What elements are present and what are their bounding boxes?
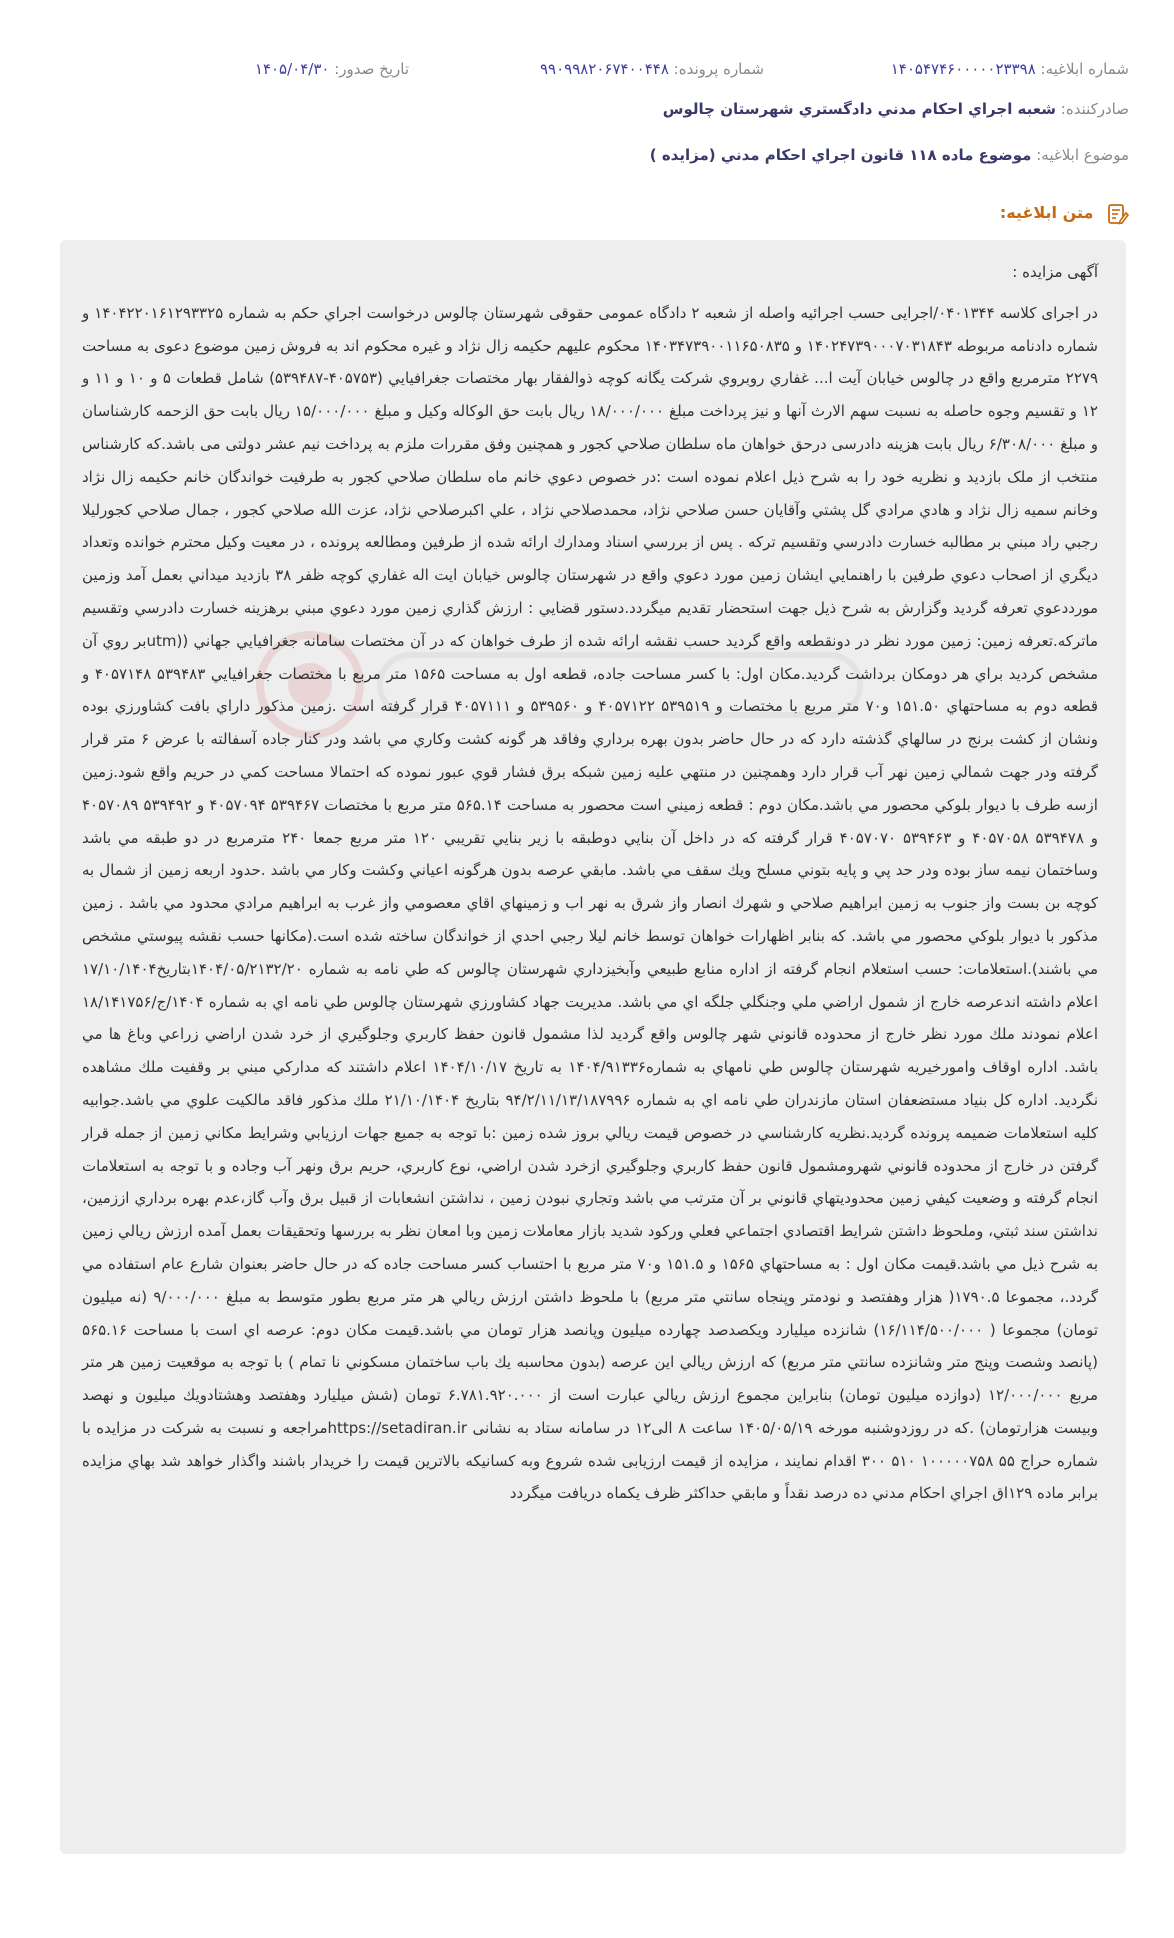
issue-date-value: ۱۴۰۵/۰۴/۳۰ [254, 60, 330, 78]
notice-number [891, 54, 1129, 84]
notice-heading: آگهی مزایده : [1012, 263, 1098, 281]
section-title [1000, 200, 1129, 226]
document-pen-icon [1107, 202, 1129, 226]
notice-number-value: ۱۴۰۵۴۷۴۶۰۰۰۰۰۲۳۳۹۸ [890, 60, 1036, 78]
notice-paragraph: در اجرای کلاسه ۰۴۰۱۳۴۴/اجرایی حسب اجرائیه واصله از شعبه ۲ دادگاه عمومی حقوقی شهرستان چالوس درخواست اجراي حکم به شماره ۱۴۰۴۲۲۰۱۶۱۲۹۳۳۲۵ و شماره دادنامه مربوطه ۱۴۰۲۴۷۳۹۰۰۰۷۰۳۱۸۴۳ و ۱۴۰۳۴۷۳۹۰۰۱۱۶۵۰۸۳۵ محکوم علیهم حکیمه زال نژاد و غیره محکوم اند به فروش زمین موضوع دعوی به مساحت ۲۲۷۹ مترمربع واقع در چالوس خیابان آیت ا... غفاري روبروي شرکت يگانه کوچه ذوالفقار بهار مختصات جغرافيايي (۴۰۵۷۵۳-۵۳۹۴۸۷) شامل قطعات ۵ و ۱۰ و ۱۱ و ۱۲ و تقسیم وجوه حاصله به نسبت سهم الارث آنها و نیز پرداخت مبلغ ۱۸/۰۰۰/۰۰۰ ریال بابت حق الوکاله وکیل و مبلغ ۱۵/۰۰۰/۰۰۰ ریال بابت حق الزحمه کارشناسان و مبلغ ۶/۳۰۸/۰۰۰ ریال بابت هزینه دادرسی درحق خواهان ماه سلطان صلاحي کجور و همچنین وفق مقررات ملزم به پرداخت نیم عشر دولتی می باشد.که کارشناس منتخب از ملک بازدید و نظریه خود را به شرح ذیل اعلام نموده است :در خصوص دعوي خانم ماه سلطان صلاحي کجور به طرفيت خواندگان خانم حکيمه زال نژاد وخانم سميه زال نژاد و هادي مرادي گل پشتي وآقايان حسن صلاحي نژاد، محمدصلاحي نژاد ، علي اکبرصلاحي نژاد، عزت الله صلاحي کجور ، جمال صلاحي کجورليلا رجبي راد مبني بر مطالبه خسارت دادرسي وتقسيم ترکه . پس از بررسي اسناد ومدارك ارائه شده از طرفين ومطالعه پرونده ، در معيت وکيل محترم خوانده وتعداد ديگري از اصحاب دعوي طرفين با راهنمايي ايشان زمين مورد دعوي واقع در شهرستان چالوس خيابان ايت اله غفاري کوچه ظفر ۳۸ بازديد ميداني بعمل آمد وزمين مورددعوي تعرفه گرديد وگزارش به شرح ذيل جهت استحضار تقديم ميگردد.دستور قضايي : ارزش گذاري زمين مورد دعوي مبني برهزينه خسارت دادرسي وتقسيم ماترکه.تعرفه زمين: زمين مورد نظر در دونقطعه واقع گرديد حسب نقشه ارائه شده از طرف خواهان که در آن مختصات سامانه جغرافيايي جهاني ((utmبر روي آن مشخص کرديد براي هر دومکان برداشت گرديد.مکان اول: با کسر مساحت جاده، قطعه اول به مساحت ۱۵۶۵ متر مربع با مختصات جغرافيايي ۵۳۹۴۸۳ ۴۰۵۷۱۴۸ و قطعه دوم به مساحتهاي ۱۵۱.۵۰ و۷۰ متر مربع با مختصات و ۵۳۹۵۱۹ ۴۰۵۷۱۲۲ و ۵۳۹۵۶۰ و ۴۰۵۷۱۱۱ قرار گرفته است .زمين مذکور داراي بافت کشاورزي بوده ونشان از کشت برنج در سالهاي گذشته دارد که در حال حاضر بدون بهره برداري وفاقد هر گونه کشت وکاري مي باشد ودر کنار جاده آسفالته با عرض ۶ متر قرار گرفته ودر جهت شمالي زمين نهر آب قرار دارد وهمچنين در منتهي عليه زمين شبکه برق فشار قوي عبور نموده که احتمالا مساحت کمي در حريم واقع شود.زمين ازسه طرف با ديوار بلوکي محصور مي باشد.مکان دوم : قطعه زميني است محصور به مساحت ۵۶۵.۱۴ متر مربع با مختصات ۵۳۹۴۶۷ ۴۰۵۷۰۹۴ و ۵۳۹۴۹۲ ۴۰۵۷۰۸۹ و ۵۳۹۴۷۸ ۴۰۵۷۰۵۸ و ۵۳۹۴۶۳ ۴۰۵۷۰۷۰ قرار گرفته که در داخل آن بنايي دوطبقه با زير بنايي تقريبي ۱۲۰ متر مربع جمعا ۲۴۰ مترمربع در دو طبقه مي باشد وساختمان نيمه ساز بوده ودر حد پي و پايه بتوني مسلح ويك سقف مي باشد. مابقي عرصه بدون هرگونه اعياني وکشت وکار مي باشد .حدود اربعه زمين از شمال به کوچه بن بست واز جنوب به زمين ابراهيم صلاحي و شهرك انصار واز شرق به نهر اب و زمينهاي اقاي معصومي واز غرب به ابراهيم مرادي محدود مي باشد . زمين مذکور با ديوار بلوکي محصور مي باشد. که بنابر اظهارات خواهان توسط خانم ليلا رجبي احدي از خواندگان ساخته شده است.(مکانها حسب نقشه پيوستي مشخص مي باشند).استعلامات: حسب استعلام انجام گرفته از اداره منابع طبيعي وآبخيزداري شهرستان چالوس که طي نامه به شماره ۱۴۰۴/۰۵/۲۱۳۲/۲۰بتاريخ۱۷/۱۰/۱۴۰۴ اعلام داشته اندعرصه خارج از شمول اراضي ملي وجنگلي جلگه اي مي باشد. مديريت جهاد کشاورزي شهرستان چالوس طي نامه اي به شماره ۱۴۰۴/ج/۱۸/۱۴۱۷۵۶ اعلام نمودند ملك مورد نظر خارج از محدوده قانوني شهر چالوس واقع گرديد لذا مشمول قانون حفظ کاربري وجلوگيري از خرد شدن اراضي زراعي وباغ ها مي باشد. اداره اوقاف وامورخيريه شهرستان چالوس طي نامهاي به شماره۱۴۰۴/۹۱۳۳۶ به تاريخ ۱۴۰۴/۱۰/۱۷ اعلام داشتند که مدارکي مبني بر وقفيت ملك مشاهده نگرديد. اداره کل بنياد مستضعفان استان مازندران طي نامه اي به شماره ۹۴/۲/۱۱/۱۳/۱۸۷۹۹۶ بتاريخ ۲۱/۱۰/۱۴۰۴ ملك مذکور فاقد مالکيت علوي مي باشد.جوابيه کليه استعلامات ضميمه پرونده گرديد.نظريه کارشناسي در خصوص قيمت ريالي بروز شده زمين :با توجه به جميع جهات ارزيابي وشرايط مکاني زمين از جمله قرار گرفتن در خارج از محدوده قانوني شهرومشمول قانون حفظ کاربري وجلوگيري ازخرد شدن اراضي، نوع کاربري، حريم برق ونهر آب وجاده و با توجه به استعلامات انجام گرفته و وضعيت کيفي زمين محدوديتهاي قانوني بر آن مترتب مي باشد وتجاري نبودن زمين ، نداشتن انشعابات از قبيل برق وآب گاز،عدم بهره برداري اززمين، نداشتن سند ثبتي، وملحوظ داشتن شرايط اقتصادي اجتماعي فعلي ورکود شديد بازار معاملات زمين وبا امعان نظر به بررسها وتحقيقات بعمل آمده ارزش ريالي زمين به شرح ذيل مي باشد.قيمت مکان اول : به مساحتهاي ۱۵۶۵ و ۱۵۱.۵ و۷۰ متر مربع با احتساب کسر مساحت جاده که در حال حاضر بعنوان شارع عام استفاده مي گردد.، مجموعا ۱۷۹۰.۵( هزار وهفتصد و نودمتر وپنجاه سانتي متر مربع) با ملحوظ داشتن ارزش ريالي هر متر مربع بطور متوسط به مبلغ ۹/۰۰۰/۰۰۰ (نه ميليون تومان) مجموعا ( ۱۶/۱۱۴/۵۰۰/۰۰۰) شانزده ميليارد ويکصدصد چهارده ميليون وپانصد هزار تومان مي باشد.قيمت مکان دوم: عرصه اي است با مساحت ۵۶۵.۱۶ (پانصد وشصت وپنج متر وشانزده سانتي متر مربع) که ارزش ريالي اين عرصه (بدون محاسبه يك باب ساختمان مسکوني نا تمام ) با توجه به موقعيت زمين هر متر مربع ۱۲/۰۰۰/۰۰۰ (دوازده ميليون تومان) بنابراين مجموع ارزش ريالي عبارت است از ۶.۷۸۱.۹۲۰.۰۰۰ تومان (شش ميليارد وهفتصد وهشتادويك ميليون و نهصد وبيست هزارتومان) .که در روزدوشنبه مورخه ۱۴۰۵/۰۵/۱۹ ساعت ۸ الی۱۲ در سامانه ستاد به نشانی https://setadiran.irمراجعه و نسبت به شرکت در مزایده با شماره حراج ۵۵ ۱۰۰۰۰۰۷۵۸ ۵۱۰ ۳۰۰ اقدام نمایند ، مزایده از قیمت ارزیابی شده شروع وبه کسانیکه بالاترین قیمت را خریدار باشند واگذار خواهد شد بهاي مزايده برابر ماده ۱۲۹اق اجراي احکام مدني ده درصد نقداً و مابقي حداکثر ظرف يكماه دريافت ميگردد [82, 303, 1099, 1503]
subject-row [45, 140, 1129, 170]
notice-number-label: شماره ابلاغيه: [1040, 60, 1129, 78]
meta-row-numbers [45, 54, 1129, 84]
notice-body [82, 256, 1098, 1510]
notice-text-box [60, 240, 1126, 1854]
subject-label: موضوع ابلاغيه: [1036, 146, 1129, 164]
issue-date [255, 54, 409, 84]
issuer-label: صادرکننده: [1060, 100, 1129, 118]
file-number-label: شماره پرونده: [673, 60, 764, 78]
issue-date-label: تاريخ صدور: [334, 60, 409, 78]
issuer-value: شعبه اجراي احکام مدني دادگستري شهرستان چالوس [662, 100, 1056, 118]
section-title-text: متن ابلاغيه: [999, 203, 1094, 222]
issuer-row [45, 94, 1129, 124]
subject-value: موضوع ماده ۱۱۸ قانون اجراي احکام مدني (مزايده ) [649, 146, 1032, 164]
file-number [540, 54, 764, 84]
file-number-value: ۹۹۰۹۹۸۲۰۶۷۴۰۰۴۴۸ [539, 60, 669, 78]
